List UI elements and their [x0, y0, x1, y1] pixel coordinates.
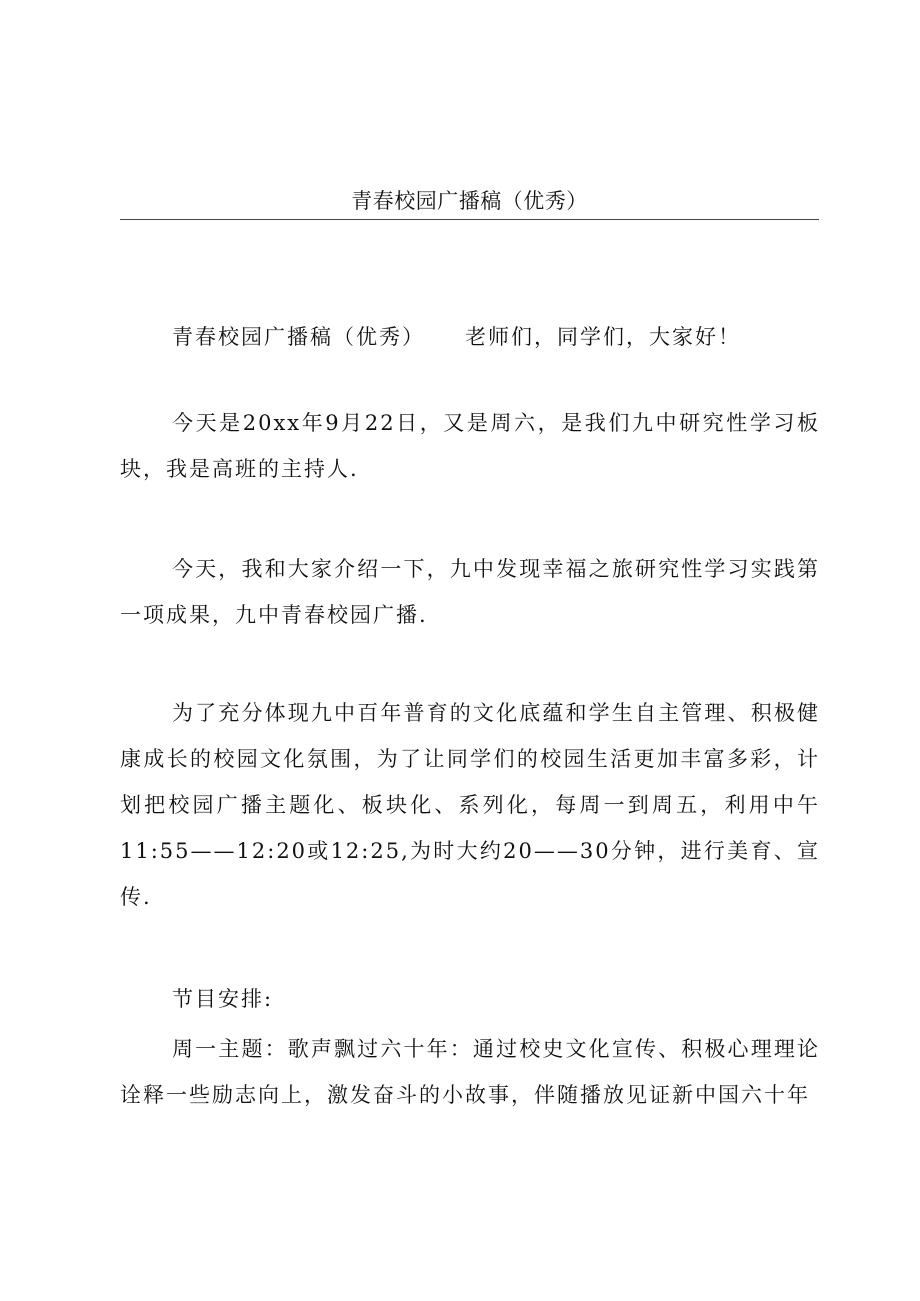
opening-title: 青春校园广播稿（优秀） [172, 325, 425, 349]
date-paragraph: 今天是20xx年9月22日，又是周六，是我们九中研究性学习板块，我是高班的主持人. [120, 411, 820, 481]
schedule-heading: 节目安排: [172, 987, 274, 1011]
monday-theme-paragraph: 周一主题：歌声飘过六十年：通过校史文化宣传、积极心理理论诠释一些励志向上，激发奋斗的小故事，伴随播放见证新中国六十年 [120, 1037, 820, 1107]
intro-paragraph: 今天，我和大家介绍一下，九中发现幸福之旅研究性学习实践第一项成果，九中青春校园广播. [120, 557, 820, 627]
page-header [120, 186, 819, 220]
opening-paragraph [120, 314, 820, 360]
greeting: 老师们，同学们，大家好！ [465, 325, 741, 349]
purpose-paragraph: 为了充分体现九中百年普育的文化底蕴和学生自主管理、积极健康成长的校园文化氛围，为了让同学们的校园生活更加丰富多彩，计划把校园广播主题化、板块化、系列化，每周一到周五，利用中午11:55——12:20或12:25,为时大约20——30分钟，进行美育、宣传. [120, 701, 820, 909]
header-title: 青春校园广播稿（优秀） [351, 189, 588, 213]
